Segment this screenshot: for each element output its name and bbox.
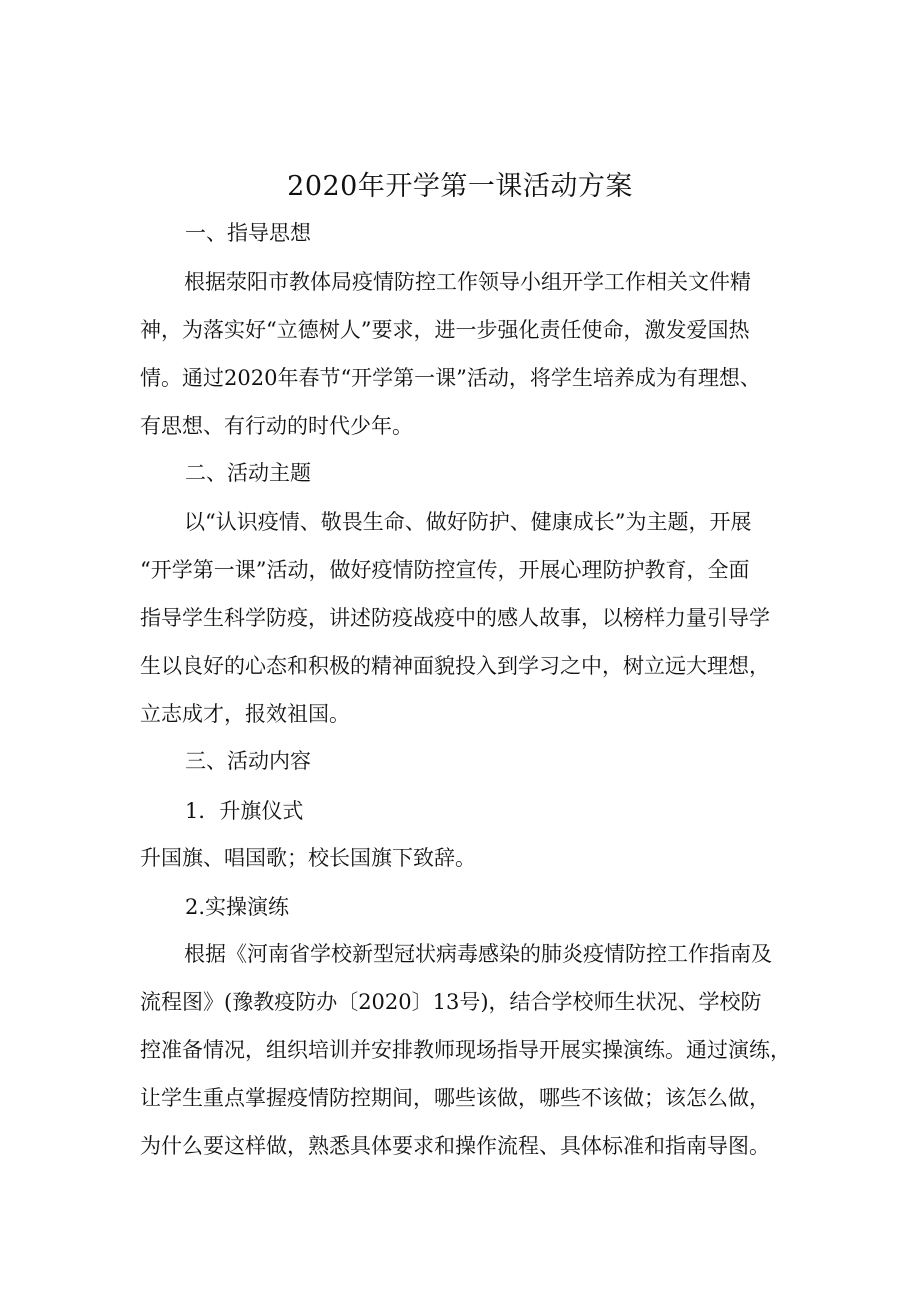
item-paragraph-practical-drill [140, 930, 810, 1170]
paragraph-line: 情。通过2020年春节“开学第一课”活动，将学生培养成为有理想、 [140, 366, 761, 390]
section-paragraph-guiding-ideology [140, 258, 810, 450]
paragraph-line: 以“认识疫情、敬畏生命、做好防护、健康成长”为主题，开展 [184, 510, 752, 534]
paragraph-line: 让学生重点掌握疫情防控期间，哪些该做，哪些不该做；该怎么做， [140, 1086, 770, 1110]
item-heading-practical-drill: 2.实操演练 [185, 895, 290, 919]
paragraph-line: 立志成才，报效祖国。 [140, 702, 350, 726]
section-paragraph-activity-theme [140, 498, 810, 738]
paragraph-line: 神，为落实好“立德树人”要求，进一步强化责任使命，激发爱国热 [140, 318, 750, 342]
section-heading-guiding-ideology: 一、指导思想 [185, 221, 311, 245]
item-paragraph-flag-ceremony [140, 834, 810, 882]
paragraph-line: 流程图》(豫教疫防办〔2020〕13号)，结合学校师生状况、学校防 [140, 990, 762, 1014]
section-heading-activity-content: 三、活动内容 [185, 749, 311, 773]
document-title: 2020年开学第一课活动方案 [287, 171, 633, 202]
paragraph-line: 指导学生科学防疫，讲述防疫战疫中的感人故事，以榜样力量引导学 [140, 606, 770, 630]
paragraph-line: 有思想、有行动的时代少年。 [140, 414, 413, 438]
paragraph-line: 根据《河南省学校新型冠状病毒感染的肺炎疫情防控工作指南及 [184, 942, 772, 966]
section-heading-activity-theme: 二、活动主题 [185, 461, 311, 485]
paragraph-line: 控准备情况，组织培训并安排教师现场指导开展实操演练。通过演练， [140, 1038, 791, 1062]
paragraph-line: “开学第一课”活动，做好疫情防控宣传，开展心理防护教育，全面 [140, 558, 750, 582]
paragraph-line: 根据荥阳市教体局疫情防控工作领导小组开学工作相关文件精 [184, 270, 751, 294]
paragraph-line: 为什么要这样做，熟悉具体要求和操作流程、具体标准和指南导图。 [140, 1134, 770, 1158]
paragraph-line: 生以良好的心态和积极的精神面貌投入到学习之中，树立远大理想， [140, 654, 770, 678]
paragraph-line: 升国旗、唱国歌；校长国旗下致辞。 [140, 846, 476, 870]
item-heading-flag-ceremony: 1．升旗仪式 [185, 799, 304, 823]
